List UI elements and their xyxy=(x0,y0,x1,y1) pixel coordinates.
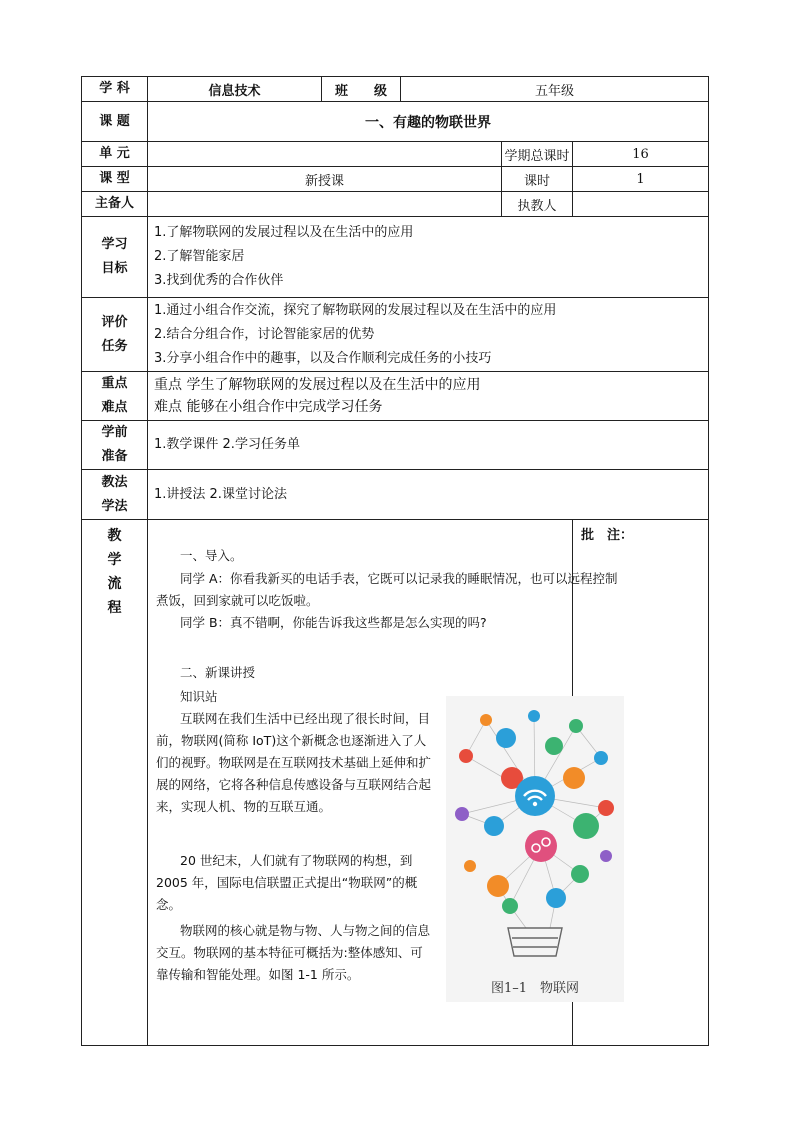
paragraph-iot-history: 20 世纪末，人们就有了物联网的构想，到 2005 年，国际电信联盟正式提出“物联网”的概念。 xyxy=(156,853,418,912)
dialog-b: 同学 B：真不错啊，你能告诉我这些都是怎么实现的吗? xyxy=(180,615,487,630)
teacher-label: 执教人 xyxy=(502,192,573,217)
subject-label: 学 科 xyxy=(82,77,148,102)
iot-bulb-figure xyxy=(446,696,624,1002)
key-points-label: 重点 难点 xyxy=(82,372,148,421)
knowledge-station: 知识站 xyxy=(180,689,218,704)
preparer-label: 主备人 xyxy=(82,192,148,217)
total-hours-value: 16 xyxy=(573,142,709,167)
preparation-value: 1.教学课件 2.学习任务单 xyxy=(148,421,709,470)
bulb-base-icon xyxy=(508,928,562,956)
preparer-value xyxy=(148,192,502,217)
type-label: 课 型 xyxy=(82,167,148,192)
topic-value: 一、有趣的物联世界 xyxy=(148,102,709,142)
objectives-list xyxy=(148,217,709,298)
evaluation-item: 1.通过小组合作交流，探究了解物联网的发展过程以及在生活中的应用 xyxy=(154,302,557,318)
methods-label: 教法 学法 xyxy=(82,470,148,520)
lesson-plan-table xyxy=(81,76,709,1046)
preparation-label: 学前 准备 xyxy=(82,421,148,470)
class-value: 五年级 xyxy=(401,77,709,102)
dialog-a: 同学 A：你看我新买的电话手表，它既可以记录我的睡眠情况，也可以远程控制煮饭，回到家就可以吃饭啦。 xyxy=(156,571,618,608)
topic-label: 课 题 xyxy=(82,102,148,142)
evaluation-list xyxy=(148,298,709,372)
hours-value: 1 xyxy=(573,167,709,192)
figure-caption: 图1–1 物联网 xyxy=(490,981,580,996)
wifi-icon xyxy=(515,776,555,816)
type-value: 新授课 xyxy=(148,167,502,192)
class-label: 班 级 xyxy=(322,77,401,102)
key-point-line: 重点 学生了解物联网的发展过程以及在生活中的应用 xyxy=(154,377,481,393)
objective-item: 3.找到优秀的合作伙伴 xyxy=(154,273,284,288)
annotation-column: 批 注： xyxy=(573,520,709,1046)
share-icon xyxy=(525,830,557,862)
teacher-value xyxy=(573,192,709,217)
methods-value: 1.讲授法 2.课堂讨论法 xyxy=(148,470,709,520)
process-label: 教 学 流 程 xyxy=(82,520,148,1046)
unit-label: 单 元 xyxy=(82,142,148,167)
key-points xyxy=(148,372,709,421)
evaluation-item: 3.分享小组合作中的趣事，以及合作顺利完成任务的小技巧 xyxy=(154,350,492,366)
evaluation-label: 评价 任务 xyxy=(82,298,148,372)
objective-item: 1.了解物联网的发展过程以及在生活中的应用 xyxy=(154,225,414,240)
objective-item: 2.了解智能家居 xyxy=(154,249,245,264)
total-hours-label: 学期总课时 xyxy=(502,142,573,167)
section-intro: 一、导入。 xyxy=(180,548,243,563)
paragraph-iot-core: 物联网的核心就是物与物、人与物之间的信息交互。物联网的基本特征可概括为:整体感知、可靠传输和智能处理。如图 1-1 所示。 xyxy=(156,923,431,982)
section-new-lesson: 二、新课讲授 xyxy=(180,665,256,680)
difficulty-line: 难点 能够在小组合作中完成学习任务 xyxy=(154,399,383,415)
hours-label: 课时 xyxy=(502,167,573,192)
objectives-label: 学习 目标 xyxy=(82,217,148,298)
iot-bulb-illustration xyxy=(446,696,624,1002)
paragraph-iot-intro: 互联网在我们生活中已经出现了很长时间，目前，物联网(简称 IoT)这个新概念也逐渐进入了人们的视野。物联网是在互联网技术基础上延伸和扩展的网络，它将各种信息传感设备与互联网结合起来，实现人机、物的互联互通。 xyxy=(156,711,432,814)
subject-value: 信息技术 xyxy=(148,77,322,102)
unit-value xyxy=(148,142,502,167)
evaluation-item: 2.结合分组合作，讨论智能家居的优势 xyxy=(154,326,375,342)
